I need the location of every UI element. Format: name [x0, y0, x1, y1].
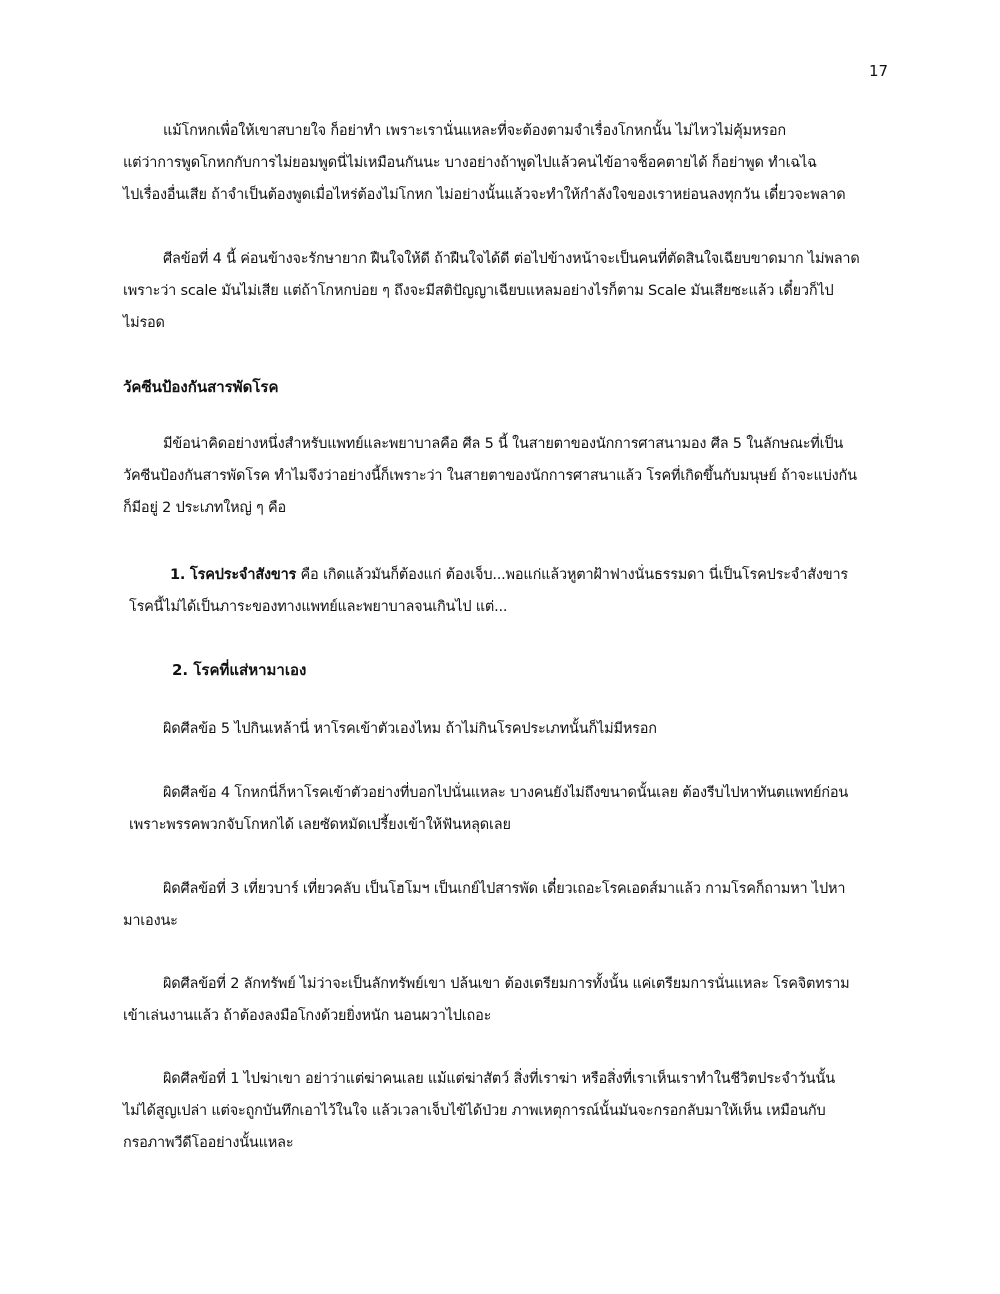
paragraph-8-line-2: เข้าเล่นงานแล้ว ถ้าต้องลงมือโกงด้วยยิ่งหนัก นอนผวาไปเถอะ	[123, 1008, 492, 1024]
paragraph-2-line-2: เพราะว่า scale มันไม่เสีย แต่ถ้าโกหกบ่อย ๆ ถึงจะมีสติปัญญาเฉียบแหลมอย่างไรก็ตาม Scale มันเสียซะแล้ว เดี๋ยวก็ไป	[123, 283, 834, 299]
paragraph-7-line-2: มาเองนะ	[123, 913, 178, 929]
section-heading-vaccine: วัคซีนป้องกันสารพัดโรค	[123, 378, 279, 396]
paragraph-7-line-1: ผิดศีลข้อที่ 3 เที่ยวบาร์ เที่ยวคลับ เป็นโฮโมฯ เป็นเกย์ไปสารพัด เดี๋ยวเถอะโรคเอดส์มาแล้ว กามโรคก็ถามหา ไปหา	[163, 881, 846, 897]
paragraph-3-line-3: ก็มีอยู่ 2 ประเภทใหญ่ ๆ คือ	[123, 500, 287, 516]
item-1-label: 1. โรคประจำสังขาร	[170, 567, 297, 583]
paragraph-6-line-2: เพราะพรรคพวกจับโกหกได้ เลยซัดหมัดเปรี้ยงเข้าให้ฟันหลุดเลย	[129, 817, 511, 833]
item-1-text: คือ เกิดแล้วมันก็ต้องแก่ ต้องเจ็บ...พอแก่แล้วหูตาฝ้าฟางนั่นธรรมดา นี่เป็นโรคประจำสังขาร	[296, 567, 848, 583]
paragraph-9-line-3: กรอภาพวีดีโออย่างนั้นแหละ	[123, 1135, 294, 1151]
paragraph-2-line-3: ไม่รอด	[123, 315, 165, 331]
item-1-line-2: โรคนี้ไม่ได้เป็นภาระของทางแพทย์และพยาบาลจนเกินไป แต่...	[129, 599, 508, 615]
paragraph-3-line-2: วัคซีนป้องกันสารพัดโรค ทำไมจึงว่าอย่างนี้ก็เพราะว่า ในสายตาของนักการศาสนาแล้ว โรคที่เกิดขึ้นกับมนุษย์ ถ้าจะแบ่งกัน	[123, 468, 857, 484]
paragraph-9-line-1: ผิดศีลข้อที่ 1 ไปฆ่าเขา อย่าว่าแต่ฆ่าคนเลย แม้แต่ฆ่าสัตว์ สิ่งที่เราฆ่า หรือสิ่งที่เราเห็นเราทำในชีวิตประจำวันนั้น	[163, 1071, 835, 1087]
item-2-heading: 2. โรคที่แส่หามาเอง	[172, 661, 307, 679]
paragraph-3-line-1: มีข้อน่าคิดอย่างหนึ่งสำหรับแพทย์และพยาบาลคือ ศีล 5 นี้ ในสายตาของนักการศาสนามอง ศีล 5 ในลักษณะที่เป็น	[163, 436, 844, 452]
paragraph-1-line-3: ไปเรื่องอื่นเสีย ถ้าจำเป็นต้องพูดเมื่อไหร่ต้องไม่โกหก ไม่อย่างนั้นแล้วจะทำให้กำลังใจของเราหย่อนลงทุกวัน เดี๋ยวจะพลาด	[123, 187, 846, 203]
paragraph-1-line-1: แม้โกหกเพื่อให้เขาสบายใจ ก็อย่าทำ เพราะเรานั่นแหละที่จะต้องตามจำเรื่องโกหกนั้น ไม่ไหวไม่คุ้มหรอก	[163, 123, 786, 139]
page-number: 17	[869, 62, 889, 80]
paragraph-8-line-1: ผิดศีลข้อที่ 2 ลักทรัพย์ ไม่ว่าจะเป็นลักทรัพย์เขา ปล้นเขา ต้องเตรียมการทั้งนั้น แค่เตรียมการนั่นแหละ โรคจิตทราม	[163, 976, 850, 992]
paragraph-6-line-1: ผิดศีลข้อ 4 โกหกนี่ก็หาโรคเข้าตัวอย่างที่บอกไปนั่นแหละ บางคนยังไม่ถึงขนาดนั้นเลย ต้องรีบไปหาทันตแพทย์ก่อน	[163, 785, 849, 801]
paragraph-9-line-2: ไม่ได้สูญเปล่า แต่จะถูกบันทึกเอาไว้ในใจ แล้วเวลาเจ็บไข้ได้ป่วย ภาพเหตุการณ์นั้นมันจะกรอกลับมาให้เห็น เหมือนกับ	[123, 1103, 826, 1119]
paragraph-1-line-2: แต่ว่าการพูดโกหกกับการไม่ยอมพูดนี่ไม่เหมือนกันนะ บางอย่างถ้าพูดไปแล้วคนไข้อาจช็อคตายได้ ก็อย่าพูด ทำเฉไฉ	[123, 155, 817, 171]
paragraph-5-line-1: ผิดศีลข้อ 5 ไปกินเหล้านี่ หาโรคเข้าตัวเองไหม ถ้าไม่กินโรคประเภทนั้นก็ไม่มีหรอก	[163, 721, 657, 737]
item-1-line-1	[170, 565, 848, 585]
paragraph-2-line-1: ศีลข้อที่ 4 นี้ ค่อนข้างจะรักษายาก ฝืนใจให้ดี ถ้าฝืนใจได้ดี ต่อไปข้างหน้าจะเป็นคนที่ตัดสินใจเฉียบขาดมาก ไม่พลาด	[163, 251, 860, 267]
